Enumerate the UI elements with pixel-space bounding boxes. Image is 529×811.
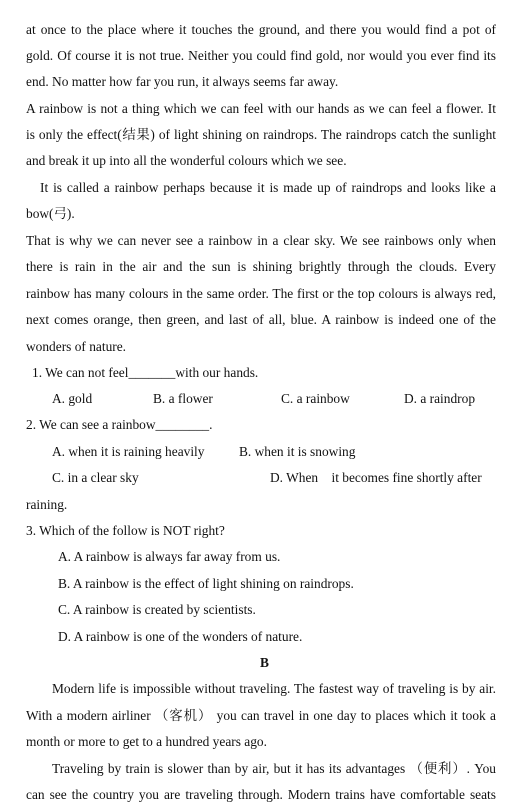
option-b: B. A rainbow is the effect of light shining on raindrops. — [58, 576, 354, 591]
option-d: D. A rainbow is one of the wonders of nature. — [58, 629, 303, 644]
passage-line: Modern life is impossible without traveling. The fastest way of traveling is by air. — [52, 681, 496, 696]
passage-line: is only the effect(结果) of light shining on raindrops. The raindrops catch the sunlight — [26, 127, 496, 142]
passage-line: rainbow has many colours in the same order. The first or the top colours is always red, — [26, 286, 496, 301]
passage-line: wonders of nature. — [26, 339, 127, 354]
option-c: C. in a clear sky — [52, 470, 139, 485]
option-a: A. A rainbow is always far away from us. — [58, 549, 281, 564]
option-d-continuation: raining. — [26, 497, 68, 512]
passage-line: Traveling by train is slower than by air, but it has its advantages （便利）. You — [52, 761, 496, 776]
question-stem: 3. Which of the follow is NOT right? — [26, 523, 225, 538]
option-a: A. gold — [52, 391, 93, 406]
option-a: A. when it is raining heavily — [52, 444, 205, 459]
option-b: B. when it is snowing — [239, 444, 356, 459]
option-c: C. A rainbow is created by scientists. — [58, 602, 256, 617]
passage-line: With a modern airliner （客机） you can travel in one day to places which it took a — [26, 708, 496, 723]
passage-line: there is rain in the air and the sun is shining brightly through the clouds. Every — [26, 259, 496, 274]
passage-line: bow(弓). — [26, 206, 75, 221]
option-c: C. a rainbow — [281, 391, 350, 406]
passage-line: end. No matter how far you run, it always seems far away. — [26, 74, 339, 89]
passage-line: can see the country you are traveling through. Modern trains have comfortable seats — [26, 787, 496, 802]
passage-line: next comes orange, then green, and last of all, blue. A rainbow is indeed one of the — [26, 312, 496, 327]
passage-line: month or more to get to a hundred years ago. — [26, 734, 267, 749]
passage-line: A rainbow is not a thing which we can feel with our hands as we can feel a flower. It — [26, 101, 496, 116]
option-d: D. a raindrop — [404, 391, 476, 406]
option-b: B. a flower — [153, 391, 213, 406]
question-stem: 2. We can see a rainbow________. — [26, 417, 213, 432]
question-stem: 1. We can not feel_______with our hands. — [32, 365, 259, 380]
option-d: D. When it becomes fine shortly after — [270, 470, 482, 485]
passage-line: It is called a rainbow perhaps because it is made up of raindrops and looks like a — [40, 180, 496, 195]
passage-line: at once to the place where it touches the ground, and there you would find a pot of — [26, 22, 496, 37]
passage-line: and break it up into all the wonderful colours which we see. — [26, 153, 347, 168]
section-heading: B — [260, 655, 269, 670]
passage-line: That is why we can never see a rainbow in a clear sky. We see rainbows only when — [26, 233, 496, 248]
passage-line: gold. Of course it is not true. Neither you could find gold, nor would you ever find its — [26, 48, 496, 63]
